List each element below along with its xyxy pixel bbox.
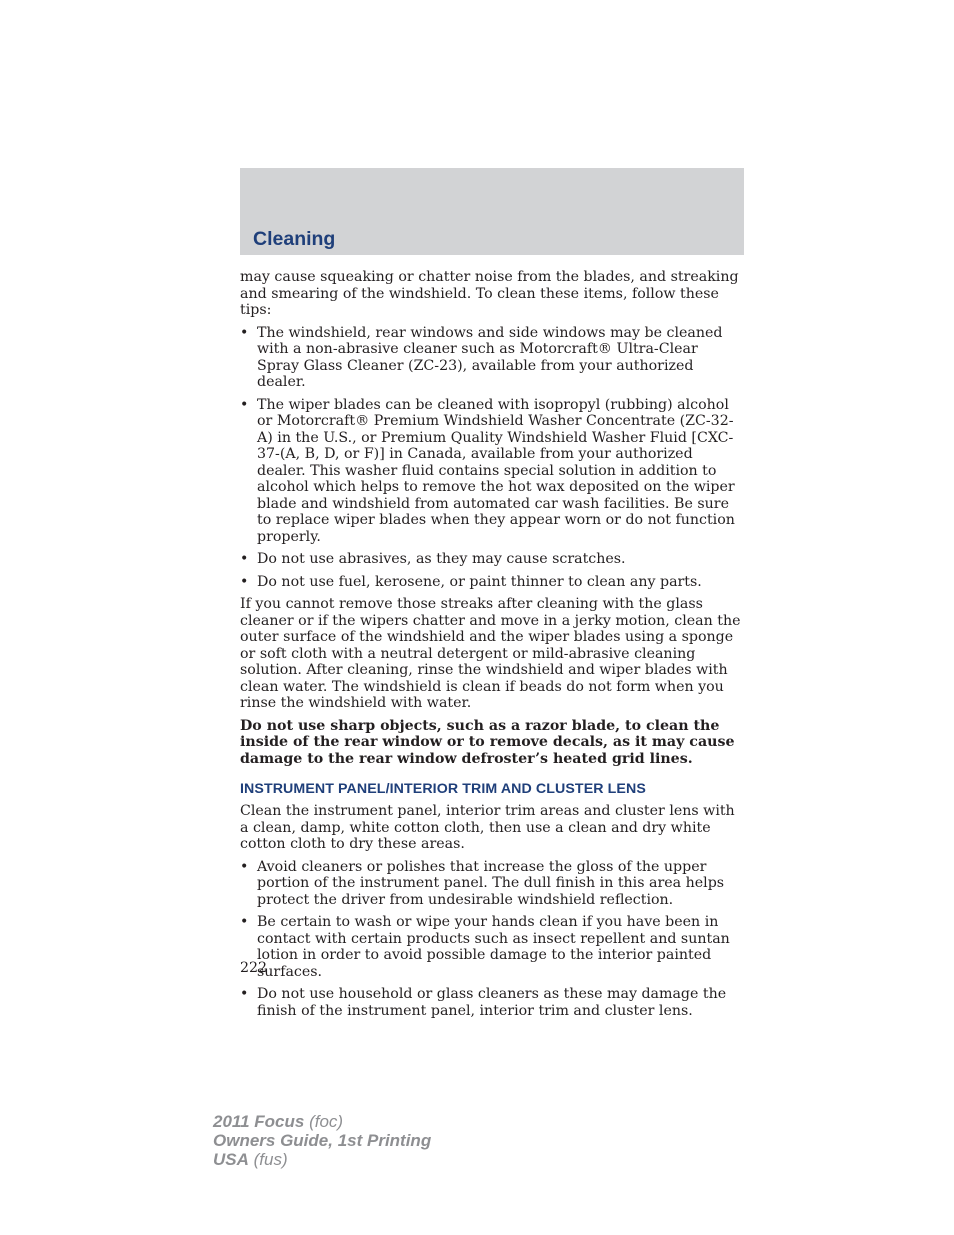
bullet-glyph: • — [240, 573, 249, 590]
bullet-glyph: • — [240, 858, 249, 875]
list-item-text: Do not use household or glass cleaners as these may damage the finish of the instrument panel, interior trim and cluster lens. — [257, 986, 727, 1019]
list-item-text: The windshield, rear windows and side windows may be cleaned with a non-abrasive cleaner such as Motorcraft® Ultra-Clear Spray Glass Cleaner (ZC-23), available from your authorized dealer. — [257, 324, 723, 390]
instrument-panel-heading: INSTRUMENT PANEL/INTERIOR TRIM AND CLUSTER LENS — [240, 781, 646, 797]
warning-paragraph: Do not use sharp objects, such as a razor blade, to clean the inside of the rear window or to remove decals, as it may cause damage to the rear window defroster’s heated grid lines. — [240, 717, 735, 767]
list-item — [240, 986, 744, 1019]
intro-paragraph: may cause squeaking or chatter noise from the blades, and streaking and smearing of the windshield. To clean these items, follow these tips: — [240, 269, 739, 318]
bullet-glyph: • — [240, 324, 249, 341]
list-item-text: The wiper blades can be cleaned with isopropyl (rubbing) alcohol or Motorcraft® Premium Windshield Washer Concentrate (ZC-32-A) in the U.S., or Premium Quality Windshield Washer Fluid [CXC-37-(A, B, D, or F)] in Canada, available from your authorized dealer. This washer fluid contains special solution in addition to alcohol which helps to remove the hot wax deposited on the wiper blade and windshield from automated car wash facilities. Be sure to replace wiper blades when they appear worn or do not function properly. — [257, 396, 735, 545]
bullet-glyph: • — [240, 986, 249, 1002]
list-item — [240, 551, 744, 568]
cleaning-tips-list — [240, 325, 744, 591]
bullet-glyph: • — [240, 914, 249, 930]
page-content — [240, 269, 744, 1025]
section-header-band — [240, 168, 744, 255]
footer-line-model — [213, 1112, 431, 1131]
page-number: 222 — [240, 960, 268, 976]
footer-model-code: (foc) — [304, 1112, 344, 1131]
footer-model: 2011 Focus — [213, 1112, 305, 1131]
list-item — [240, 859, 744, 909]
list-item — [240, 574, 744, 591]
instrument-panel-paragraph: Clean the instrument panel, interior trim areas and cluster lens with a clean, damp, white cotton cloth, then use a clean and dry white cotton cloth to dry these areas. — [240, 803, 735, 852]
footer-market: USA — [213, 1150, 249, 1169]
list-item-text: Be certain to wash or wipe your hands clean if you have been in contact with certain products such as insect repellent and suntan lotion in order to avoid possible damage to the interior painted surfaces. — [257, 914, 730, 980]
list-item-text: Do not use fuel, kerosene, or paint thinner to clean any parts. — [257, 573, 702, 590]
section-title: Cleaning — [253, 228, 336, 250]
list-item — [240, 397, 744, 546]
bullet-glyph: • — [240, 551, 249, 567]
list-item — [240, 914, 744, 980]
footer-line-market — [213, 1150, 431, 1169]
list-item — [240, 325, 744, 391]
document-footer — [213, 1112, 431, 1169]
footer-line-printing — [213, 1131, 431, 1150]
list-item-text: Avoid cleaners or polishes that increase the gloss of the upper portion of the instrument panel. The dull finish in this area helps protect the driver from undesirable windshield reflection. — [257, 858, 725, 908]
footer-market-code: (fus) — [248, 1150, 288, 1169]
list-item-text: Do not use abrasives, as they may cause scratches. — [257, 551, 626, 567]
footer-printing: Owners Guide, 1st Printing — [213, 1131, 432, 1150]
bullet-glyph: • — [240, 396, 249, 413]
streaks-paragraph: If you cannot remove those streaks after cleaning with the glass cleaner or if the wipers chatter and move in a jerky motion, clean the outer surface of the windshield and the wiper blades using a sponge or soft cloth with a neutral detergent or mild-abrasive cleaning solution. After cleaning, rinse the windshield and wiper blades with clean water. The windshield is clean if beads do not form when you rinse the windshield with water. — [240, 596, 741, 711]
instrument-panel-list — [240, 859, 744, 1020]
